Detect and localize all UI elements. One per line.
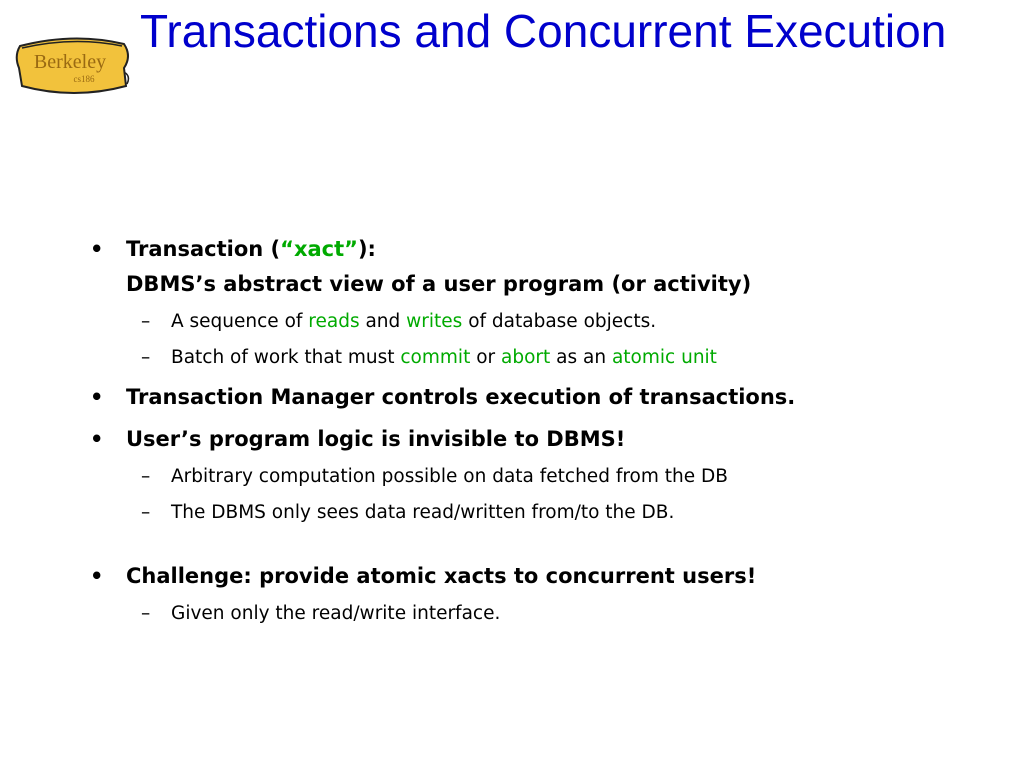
sub-bullet-interface (90, 596, 990, 632)
logo-subtext: cs186 (73, 74, 95, 84)
sub-bullet-arbitrary (90, 459, 990, 495)
slide-title: Transactions and Concurrent Execution (140, 5, 947, 57)
sub-bullet-dash: – (141, 603, 151, 624)
bullet-dot: • (90, 237, 104, 261)
sub-bullet-dash: – (141, 311, 151, 332)
bullet-challenge (90, 559, 990, 594)
sub-bullet-dash: – (141, 466, 151, 487)
xact-term: “xact” (280, 237, 358, 261)
sub-text: Given only the read/write interface. (171, 603, 501, 624)
reads-term: reads (308, 311, 360, 332)
sub-bullet-dash: – (141, 347, 151, 368)
sub-bullet-dbms-sees (90, 495, 990, 531)
bullet-text: User’s program logic is invisible to DBMS! (126, 427, 626, 451)
slide-body (90, 232, 990, 632)
sub-bullet-dash: – (141, 502, 151, 523)
sub-text: of database objects. (462, 311, 657, 332)
bullet-transaction (90, 232, 990, 302)
sub-text: and (359, 311, 407, 332)
bullet-transaction-pre: Transaction ( (126, 237, 281, 261)
sub-bullet-sequence (90, 304, 990, 340)
sub-text: as an (550, 347, 612, 368)
bullet-transaction-definition: DBMS’s abstract view of a user program (or activity) (126, 272, 752, 296)
sub-text: Batch of work that must (171, 347, 401, 368)
sub-text: or (470, 347, 502, 368)
sub-text: A sequence of (171, 311, 309, 332)
bullet-text: Transaction Manager controls execution of transactions. (126, 385, 796, 409)
atomic-unit-term: atomic unit (611, 347, 717, 368)
abort-term: abort (501, 347, 551, 368)
commit-term: commit (400, 347, 471, 368)
logo-text: Berkeley (33, 51, 107, 73)
sub-text: The DBMS only sees data read/written from/to the DB. (171, 502, 675, 523)
bullet-program-logic (90, 422, 990, 457)
bullet-dot: • (90, 385, 104, 409)
bullet-transaction-post: ): (357, 237, 376, 261)
berkeley-logo (14, 28, 132, 98)
bullet-dot: • (90, 564, 104, 588)
bullet-dot: • (90, 427, 104, 451)
sub-text: Arbitrary computation possible on data fetched from the DB (171, 466, 728, 487)
bullet-transaction-manager (90, 380, 990, 415)
bullet-text: Challenge: provide atomic xacts to concurrent users! (126, 564, 757, 588)
writes-term: writes (406, 311, 463, 332)
sub-bullet-batch (90, 340, 990, 376)
